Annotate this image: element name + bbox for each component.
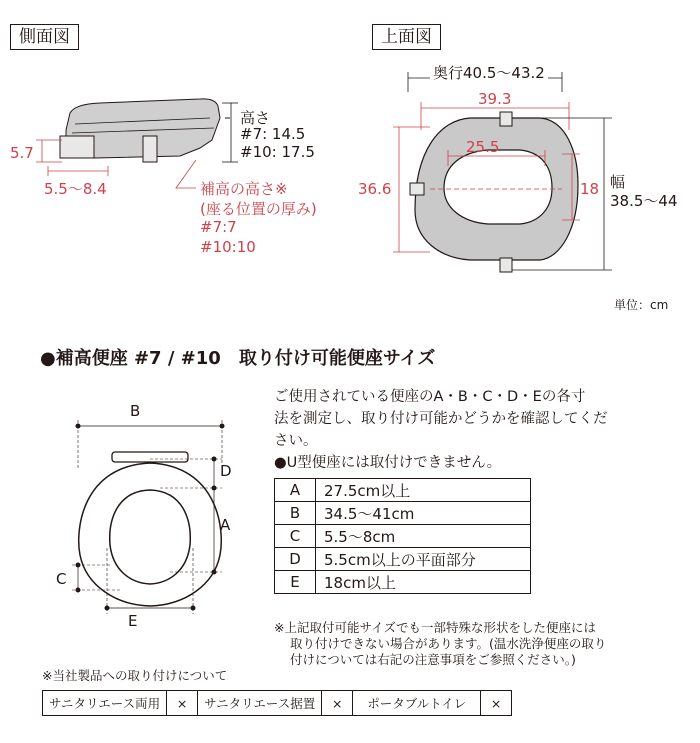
- size-spec-table: [274, 478, 531, 594]
- footnote-line-1: ※上記取付可能サイズでも一部特殊な形状をした便座には: [274, 620, 596, 635]
- description-line-1: ご使用されている便座のA・B・C・D・Eの各寸: [274, 389, 586, 405]
- compat-product: ポータブルトイレ: [353, 691, 481, 716]
- spec-key: B: [275, 502, 316, 525]
- table-row: [275, 571, 531, 594]
- table-row: [43, 691, 512, 716]
- table-row: [275, 479, 531, 502]
- table-row: [275, 548, 531, 571]
- footnote-line-3: 付けについては右記の注意事項をご参照ください。): [290, 652, 576, 667]
- seat-size-diagram: [72, 420, 225, 614]
- spec-value: 18cm以上: [316, 571, 531, 594]
- description-line-2: 法を測定し、取り付け可能かどうかを確認してくだ: [274, 411, 608, 427]
- unit-label: 単位：cm: [614, 298, 669, 312]
- description-line-3: さい。: [274, 433, 318, 449]
- section-heading: ●補高便座 #7 / #10 取り付け可能便座サイズ: [40, 348, 436, 369]
- top-width-label: 幅: [610, 173, 626, 191]
- label-e: E: [128, 612, 138, 630]
- compat-table: [42, 690, 512, 716]
- label-b: B: [130, 402, 141, 420]
- top-view-title: 上面図: [372, 24, 441, 50]
- top-width-value: 38.5〜44: [610, 192, 678, 210]
- side-view-title: 側面図: [10, 24, 79, 50]
- side-height-label: 高さ: [240, 109, 271, 127]
- compat-mark: ×: [322, 691, 353, 716]
- label-d: D: [220, 462, 232, 480]
- table-row: [275, 525, 531, 548]
- side-raise-7: #7:7: [200, 218, 237, 236]
- spec-value: 27.5cm以上: [316, 479, 531, 502]
- spec-key: D: [275, 548, 316, 571]
- side-view-seat-drawing: [60, 99, 230, 162]
- compat-mark: ×: [167, 691, 198, 716]
- side-dim-left: 5.7: [10, 144, 34, 162]
- side-raise-line1: 補高の高さ※: [200, 180, 288, 198]
- spec-key: A: [275, 479, 316, 502]
- side-raise-10: #10:10: [200, 238, 256, 256]
- label-c: C: [56, 570, 67, 588]
- footnote-line-2: 取り付けできない場合があります。(温水洗浄便座の取り: [290, 636, 607, 651]
- compat-title: ※当社製品への取り付けについて: [42, 668, 228, 683]
- spec-key: C: [275, 525, 316, 548]
- top-dim-36: 36.6: [358, 180, 392, 198]
- side-height-7: #7: 14.5: [240, 125, 306, 143]
- table-row: [275, 502, 531, 525]
- spec-value: 5.5〜8cm: [316, 525, 531, 548]
- top-view-seat-drawing: [410, 112, 578, 272]
- top-depth-label: 奥行40.5〜43.2: [430, 62, 548, 83]
- side-dim-bottom: 5.5〜8.4: [44, 180, 107, 198]
- label-a: A: [220, 516, 231, 534]
- u-type-note: ●U型便座には取付けできません。: [274, 455, 502, 471]
- compat-product: サニタリエース両用: [43, 691, 167, 716]
- spec-value: 5.5cm以上の平面部分: [316, 548, 531, 571]
- compat-product: サニタリエース据置: [198, 691, 322, 716]
- compat-mark: ×: [481, 691, 512, 716]
- spec-key: E: [275, 571, 316, 594]
- side-height-10: #10: 17.5: [240, 143, 315, 161]
- spec-value: 34.5〜41cm: [316, 502, 531, 525]
- side-raise-line2: (座る位置の厚み): [200, 200, 317, 218]
- top-dim-18: 18: [580, 180, 600, 198]
- top-dim-25: 25.5: [466, 138, 500, 156]
- top-dim-39: 39.3: [478, 90, 512, 108]
